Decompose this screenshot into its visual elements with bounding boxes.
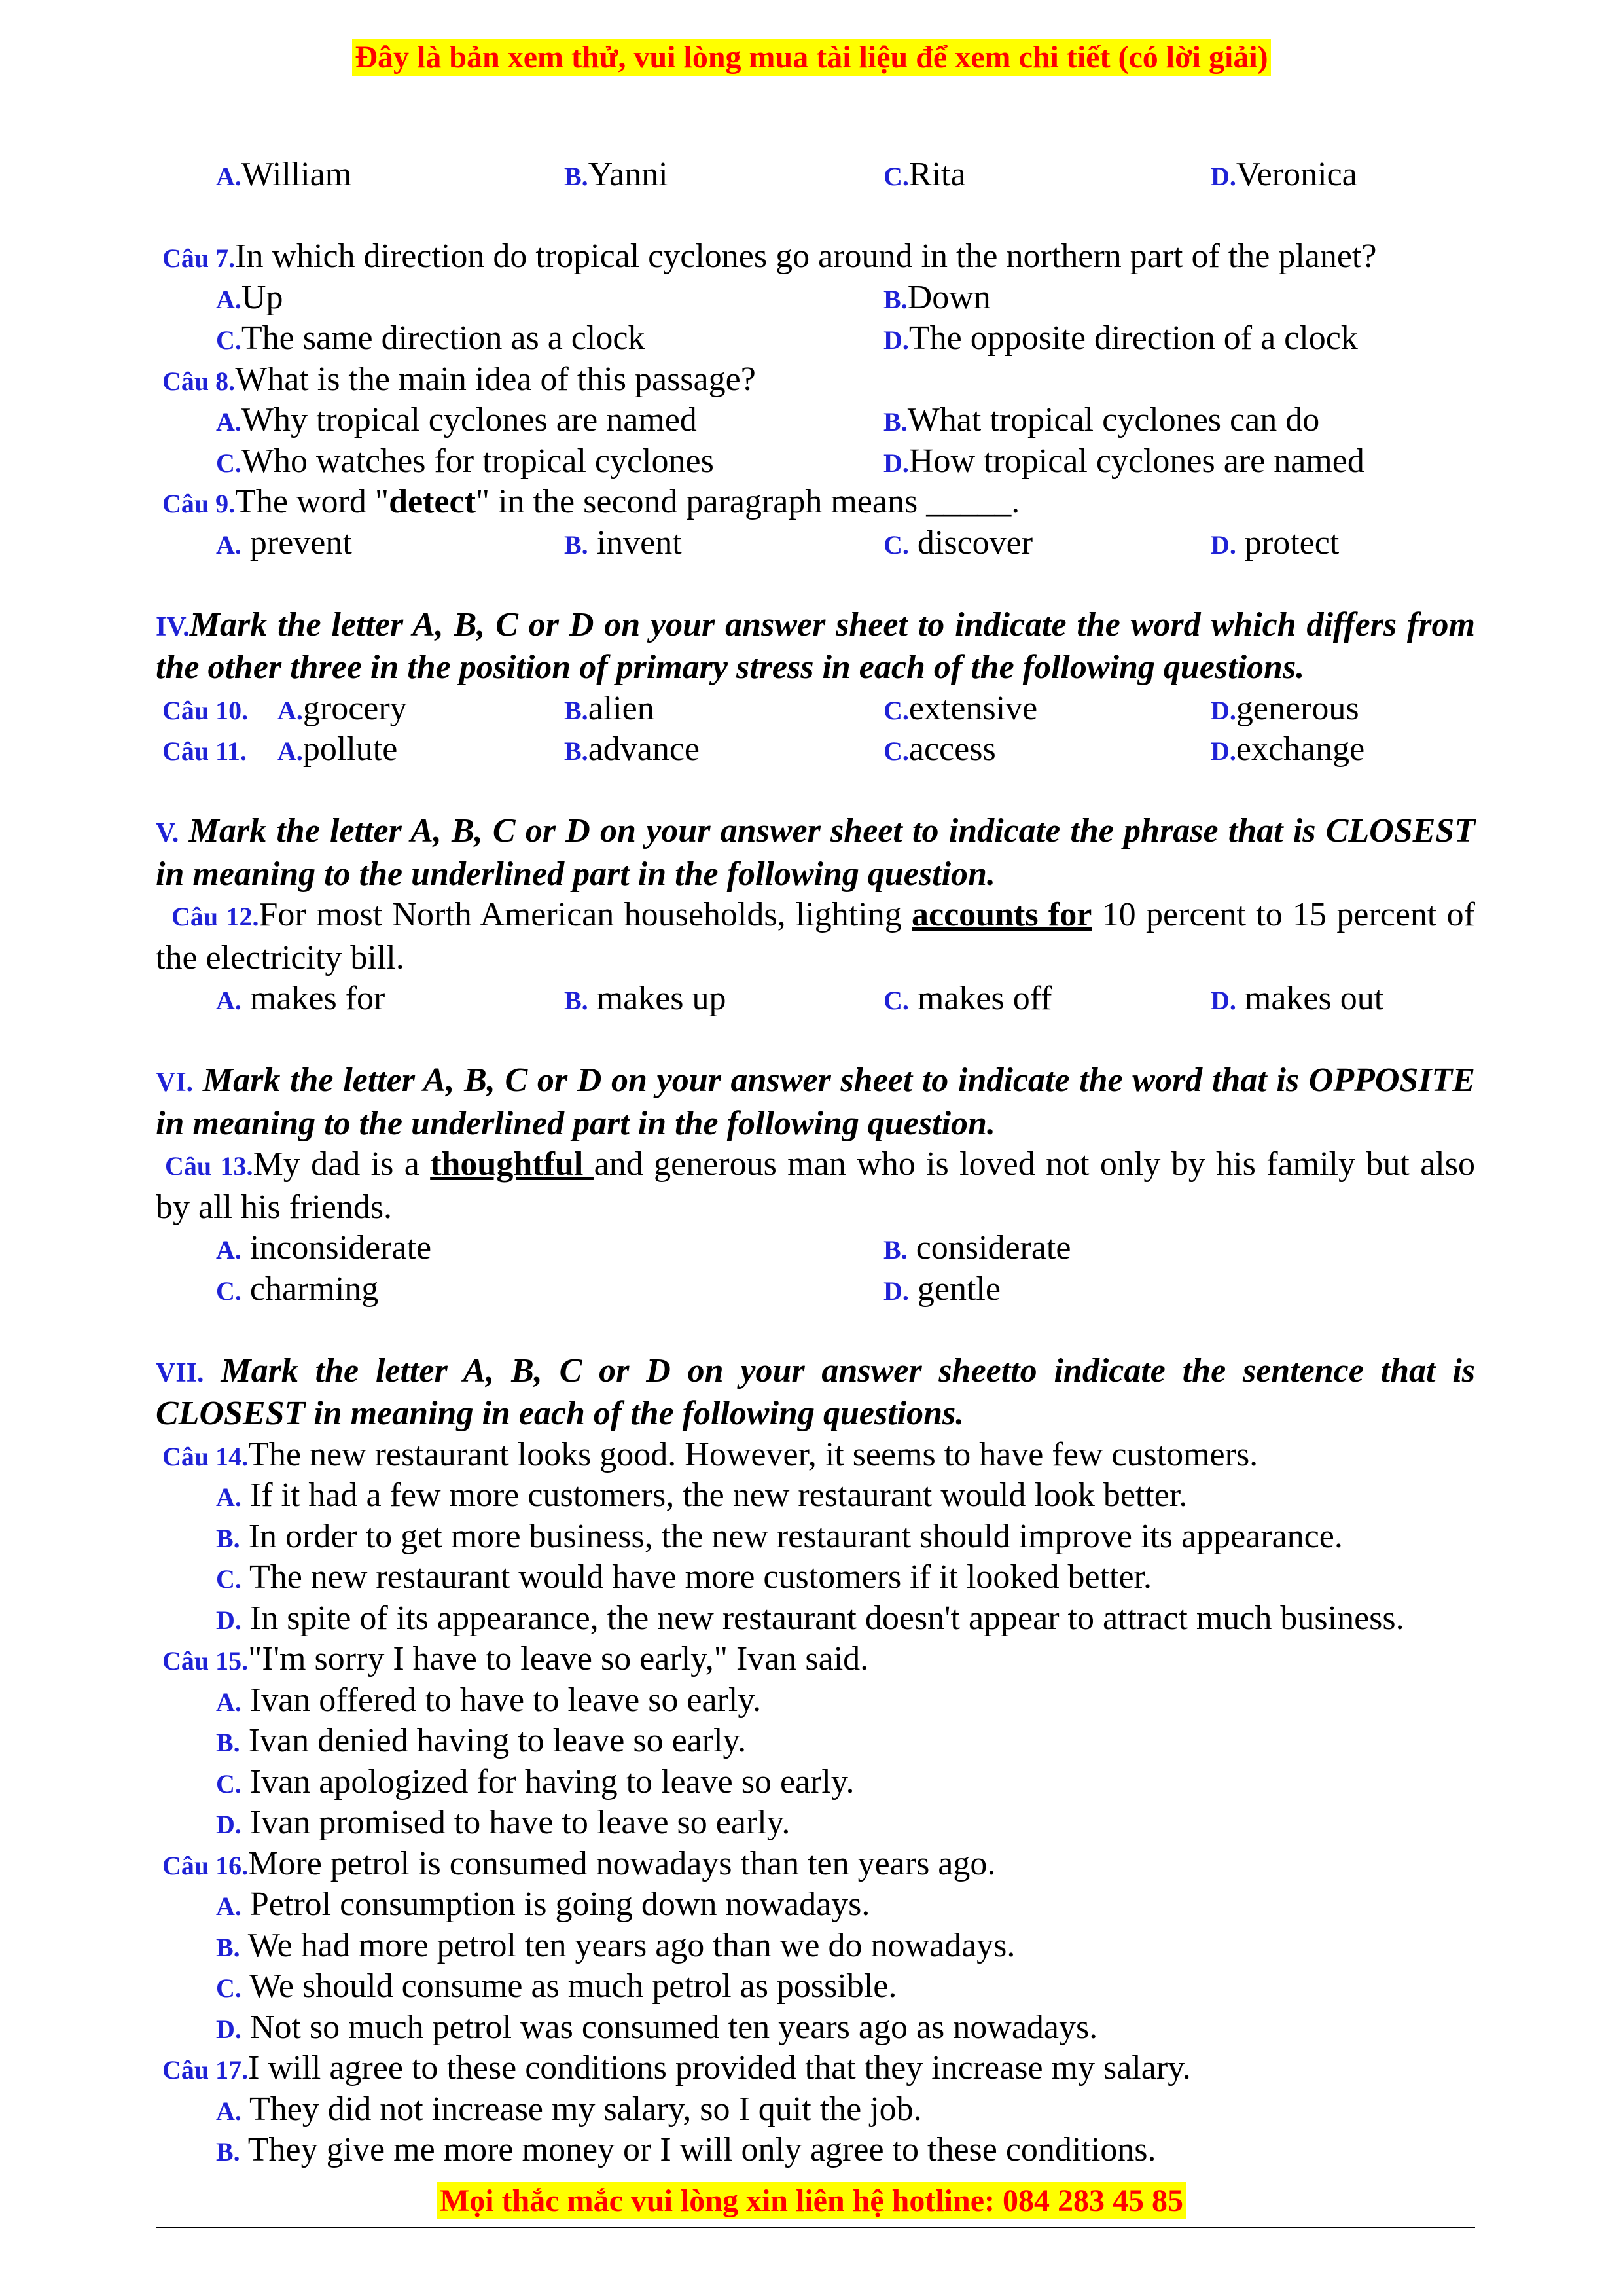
q15-option-a[interactable]: A. Ivan offered to have to leave so early. [216,1681,761,1719]
q12-label: Câu 12. [171,902,259,931]
q16-option-c[interactable]: C. We should consume as much petrol as possible. [216,1967,897,2005]
q8-label: Câu 8. [162,366,236,396]
q14-option-a[interactable]: A. If it had a few more customers, the new restaurant would look better. [216,1477,1188,1514]
q10-row [156,689,1475,730]
q14-label: Câu 14. [162,1441,249,1471]
q12-option-c[interactable]: C. makes off [883,980,1052,1017]
q13-stem: Câu 13.My dad is a thoughtful and generous man who is loved not only by his family but also by all his friends. [156,1145,1475,1226]
q13-underlined-word: thoughtful [430,1145,594,1183]
exam-content [156,154,1475,2171]
q7-options-row-1 [156,278,1475,319]
q8-options-row-2 [156,441,1475,482]
hotline-footer-text: Mọi thắc mắc vui lòng xin liên hệ hotline: 084 283 45 85 [437,2182,1186,2219]
q15-option-b[interactable]: B. Ivan denied having to leave so early. [216,1722,747,1759]
q14-option-c[interactable]: C. The new restaurant would have more customers if it looked better. [216,1558,1152,1596]
q8-options-row-1 [156,400,1475,441]
q13-options-row-2 [156,1269,1475,1310]
hotline-footer-banner [0,2183,1623,2219]
q7-text: In which direction do tropical cyclones go around in the northern part of the planet? [235,238,1377,275]
q9-label: Câu 9. [162,489,236,518]
q6-option-a[interactable]: A.William [216,156,352,193]
q12-option-d[interactable]: D. makes out [1211,980,1384,1017]
q7-stem [156,236,1475,278]
q16-option-d[interactable]: D. Not so much petrol was consumed ten years ago as nowadays. [216,2008,1098,2046]
q8-stem [156,359,1475,401]
q15-stem: Câu 15."I'm sorry I have to leave so early," Ivan said. [162,1640,869,1677]
q6-option-b[interactable]: B.Yanni [564,156,668,193]
q9-option-b[interactable]: B. invent [564,524,682,562]
q6-option-c[interactable]: C.Rita [883,156,966,193]
q8-option-b[interactable]: B.What tropical cyclones can do [883,401,1320,439]
q10-option-a[interactable]: A.grocery [277,689,407,727]
q13-option-d[interactable]: D. gentle [883,1270,1001,1308]
q8-text: What is the main idea of this passage? [235,360,756,398]
q11-option-d[interactable]: D.exchange [1211,730,1365,768]
section-v-label: V. [156,818,179,848]
preview-notice-banner [0,39,1623,75]
q11-option-c[interactable]: C.access [883,730,996,768]
q16-stem: Câu 16.More petrol is consumed nowadays than ten years ago. [162,1844,996,1882]
section-vii-label: VII. [156,1357,204,1388]
q13-option-a[interactable]: A. inconsiderate [216,1229,432,1266]
q9-option-c[interactable]: C. discover [883,524,1033,562]
q17-stem: Câu 17.I will agree to these conditions provided that they increase my salary. [162,2049,1191,2087]
q17-label: Câu 17. [162,2055,249,2085]
section-iv-label: IV. [156,611,190,642]
q10-option-c[interactable]: C.extensive [883,689,1038,727]
q16-option-a[interactable]: A. Petrol consumption is going down nowadays. [216,1886,870,1923]
q14-option-d[interactable]: D. In spite of its appearance, the new restaurant doesn't appear to attract much business. [216,1599,1404,1637]
q12-options [156,978,1475,1020]
q8-option-d[interactable]: D.How tropical cyclones are named [883,442,1364,480]
q7-option-c[interactable]: C.The same direction as a clock [216,319,645,357]
q9-option-a[interactable]: A. prevent [216,524,352,562]
q11-option-a[interactable]: A.pollute [277,730,398,768]
preview-notice-text: Đây là bản xem thử, vui lòng mua tài liệu để xem chi tiết (có lời giải) [352,39,1270,76]
q12-option-b[interactable]: B. makes up [564,980,726,1017]
q17-option-a[interactable]: A. They did not increase my salary, so I quit the job. [216,2090,922,2128]
q7-option-d[interactable]: D.The opposite direction of a clock [883,319,1358,357]
q7-options-row-2 [156,318,1475,359]
q15-option-d[interactable]: D. Ivan promised to have to leave so early. [216,1804,791,1841]
q6-options [156,154,1475,196]
q8-option-c[interactable]: C.Who watches for tropical cyclones [216,442,714,480]
q15-label: Câu 15. [162,1646,249,1676]
q14-option-b[interactable]: B. In order to get more business, the new restaurant should improve its appearance. [216,1517,1343,1555]
q11-label: Câu 11. [162,736,247,766]
section-vii-instructions: VII. Mark the letter A, B, C or D on your answer sheetto indicate the sentence that is CLOSEST in meaning in each of the following questions. [156,1352,1476,1432]
q16-label: Câu 16. [162,1850,249,1880]
q7-label: Câu 7. [162,243,236,273]
section-v-instructions: V. Mark the letter A, B, C or D on your answer sheet to indicate the phrase that is CLOSEST in meaning to the underlined part in the following question. [156,812,1476,893]
q12-option-a[interactable]: A. makes for [216,980,385,1017]
q15-option-c[interactable]: C. Ivan apologized for having to leave so early. [216,1763,855,1801]
q6-option-d[interactable]: D.Veronica [1211,156,1357,193]
q11-row [156,729,1475,770]
q11-option-b[interactable]: B.advance [564,730,700,768]
footer-divider [156,2227,1475,2228]
q8-option-a[interactable]: A.Why tropical cyclones are named [216,401,697,439]
q13-label: Câu 13. [165,1151,253,1181]
q17-option-b[interactable]: B. They give me more money or I will only agree to these conditions. [216,2131,1156,2168]
q16-option-b[interactable]: B. We had more petrol ten years ago than we do nowadays. [216,1926,1016,1964]
q9-options [156,523,1475,564]
section-vi-instructions: VI. Mark the letter A, B, C or D on your answer sheet to indicate the word that is OPPOSITE in meaning to the underlined part in the following question. [156,1062,1475,1142]
q13-options-row-1 [156,1228,1475,1269]
q13-option-c[interactable]: C. charming [216,1270,379,1308]
q13-option-b[interactable]: B. considerate [883,1229,1071,1266]
q9-option-d[interactable]: D. protect [1211,524,1340,562]
section-vi-label: VI. [156,1067,194,1098]
q9-stem: Câu 9.The word "detect" in the second paragraph means _____. [162,483,1020,520]
q10-option-b[interactable]: B.alien [564,689,654,727]
q14-stem: Câu 14.The new restaurant looks good. However, it seems to have few customers. [162,1435,1258,1473]
q12-stem: Câu 12.For most North American households, lighting accounts for 10 percent to 15 percent of the electricity bill. [156,896,1476,977]
q12-underlined-phrase: accounts for [912,896,1092,933]
q10-option-d[interactable]: D.generous [1211,689,1359,727]
q9-keyword: detect [389,483,476,520]
q10-label: Câu 10. [162,695,249,725]
q7-option-b[interactable]: B.Down [883,278,991,316]
section-iv-instructions: IV.Mark the letter A, B, C or D on your answer sheet to indicate the word which differs from the other three in the position of primary stress in each of the following questions. [156,605,1475,686]
q7-option-a[interactable]: A.Up [216,278,283,316]
